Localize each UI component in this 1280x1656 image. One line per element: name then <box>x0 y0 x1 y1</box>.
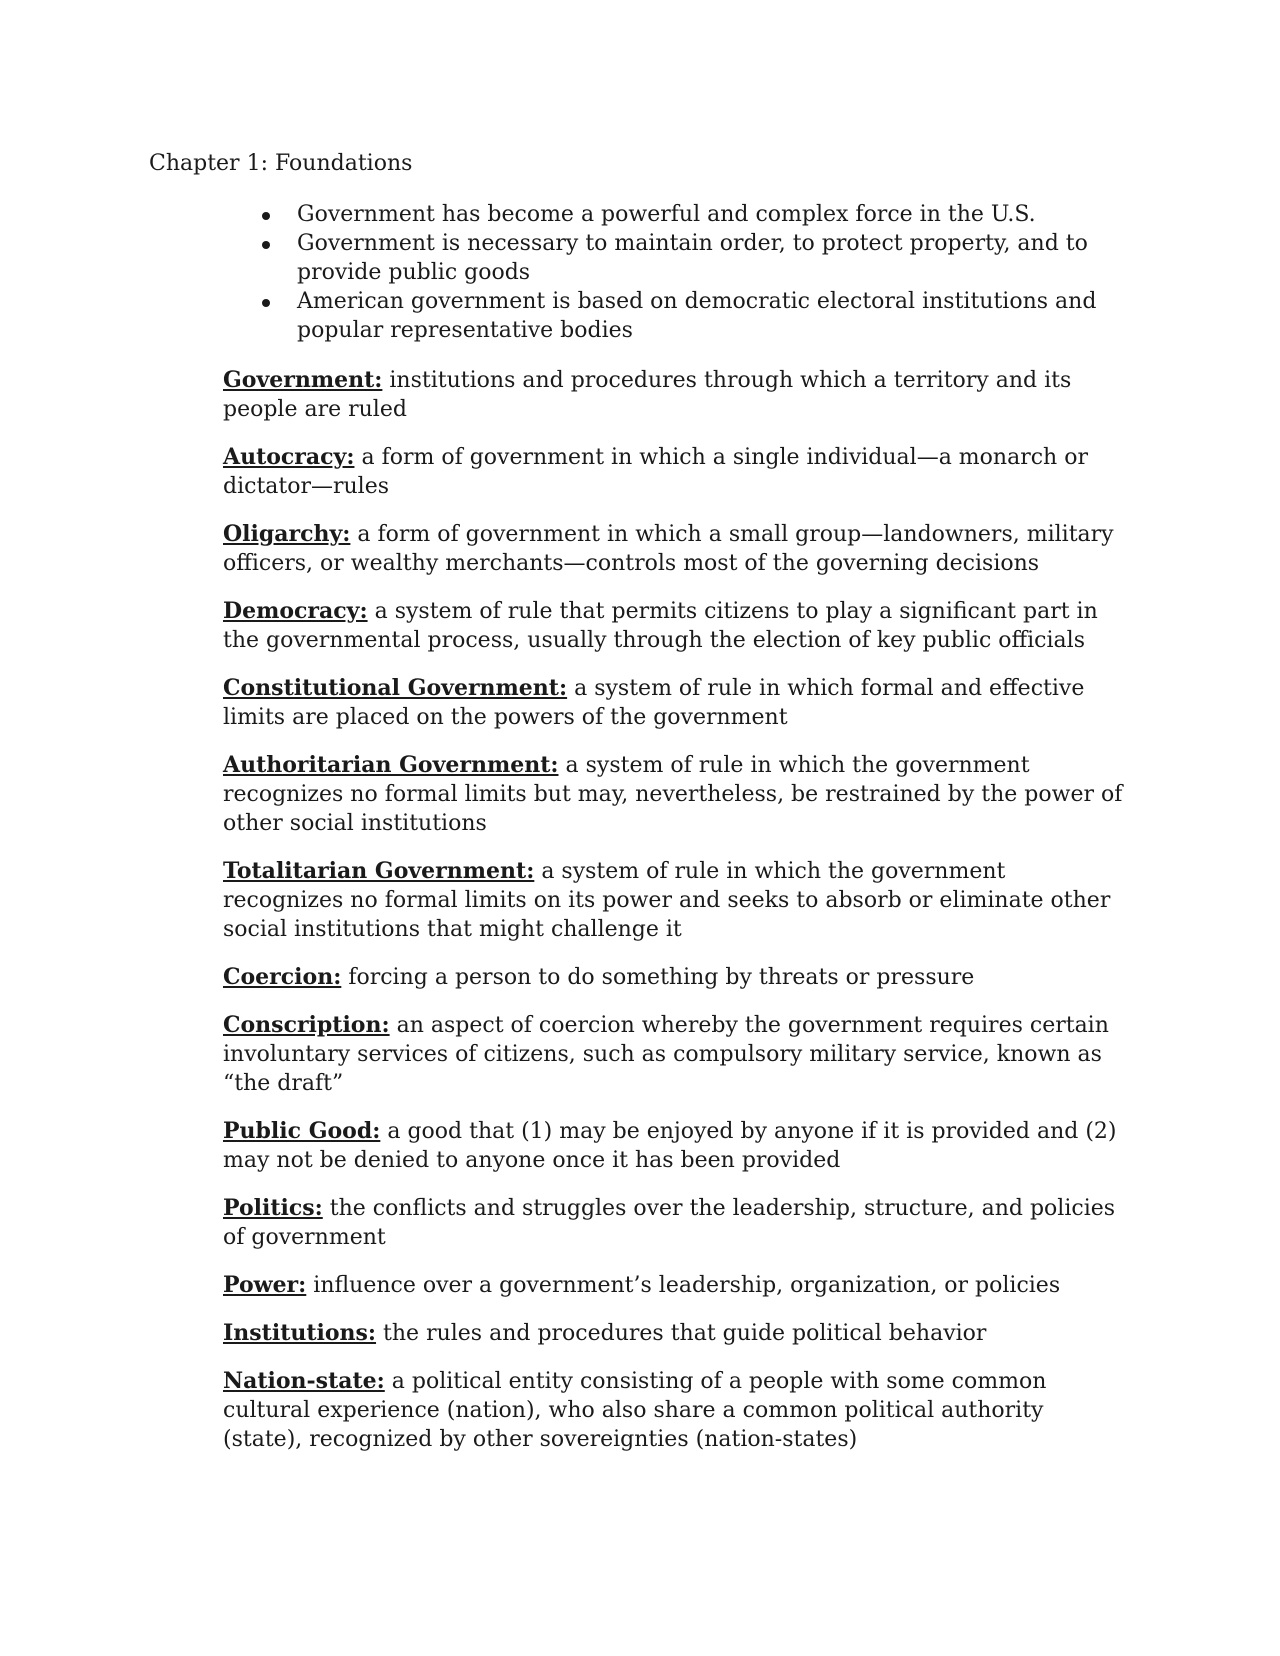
definition-text: a system of rule in which the government recognizes no formal limits but may, nevertheless, be restrained by the power of other social institutions <box>223 753 1123 836</box>
definition-text: a good that (1) may be enjoyed by anyone if it is provided and (2) may not be denied to anyone once it has been provided <box>223 1119 1117 1173</box>
definition-oligarchy <box>223 520 1123 578</box>
definition-nation-state <box>223 1367 1123 1454</box>
definition-text: a political entity consisting of a people with some common cultural experience (nation), who also share a common political authority (state), recognized by other sovereignties (nation-states) <box>223 1369 1047 1452</box>
key-point-item <box>297 200 1117 229</box>
definition-term: Power: <box>223 1272 307 1298</box>
definition-term: Government: <box>223 367 383 393</box>
definition-text: influence over a government’s leadership, organization, or policies <box>313 1273 1061 1298</box>
definition-text: an aspect of coercion whereby the government requires certain involuntary services of citizens, such as compulsory military service, known as “the draft” <box>223 1013 1109 1096</box>
key-point-item <box>297 287 1117 345</box>
chapter-title: Chapter 1: Foundations <box>149 151 413 176</box>
definition-democracy <box>223 597 1123 655</box>
key-point-text: Government has become a powerful and complex force in the U.S. <box>297 202 1036 227</box>
key-point-item <box>297 229 1117 287</box>
definition-term: Institutions: <box>223 1320 377 1346</box>
definitions-list <box>223 366 1123 1473</box>
definition-politics <box>223 1194 1123 1252</box>
definition-term: Totalitarian Government: <box>223 858 535 884</box>
definition-autocracy <box>223 443 1123 501</box>
definition-institutions <box>223 1319 1123 1348</box>
definition-text: the rules and procedures that guide political behavior <box>383 1321 987 1346</box>
bullet-dot-icon <box>262 212 270 220</box>
definition-term: Nation-state: <box>223 1368 385 1394</box>
definition-coercion <box>223 963 1123 992</box>
definition-text: a form of government in which a small group—landowners, military officers, or wealthy merchants—controls most of the governing decisions <box>223 522 1114 576</box>
definition-government <box>223 366 1123 424</box>
definition-conscription <box>223 1011 1123 1098</box>
definition-text: a system of rule that permits citizens to play a significant part in the governmental process, usually through the election of key public officials <box>223 599 1098 653</box>
definition-term: Oligarchy: <box>223 521 351 547</box>
definition-text: institutions and procedures through which a territory and its people are ruled <box>223 368 1072 422</box>
definition-public-good <box>223 1117 1123 1175</box>
definition-constitutional-government <box>223 674 1123 732</box>
definition-term: Constitutional Government: <box>223 675 568 701</box>
definition-text: a form of government in which a single individual—a monarch or dictator—rules <box>223 445 1088 499</box>
key-point-text: Government is necessary to maintain order, to protect property, and to provide public goods <box>297 231 1088 285</box>
definition-totalitarian-government <box>223 857 1123 944</box>
definition-text: a system of rule in which the government recognizes no formal limits on its power and seeks to absorb or eliminate other social institutions that might challenge it <box>223 859 1111 942</box>
key-point-text: American government is based on democratic electoral institutions and popular representative bodies <box>297 289 1097 343</box>
key-points-list <box>297 200 1117 345</box>
definition-term: Conscription: <box>223 1012 390 1038</box>
definition-text: forcing a person to do something by threats or pressure <box>348 965 975 990</box>
definition-text: the conflicts and struggles over the leadership, structure, and policies of government <box>223 1196 1116 1250</box>
bullet-dot-icon <box>262 299 270 307</box>
definition-authoritarian-government <box>223 751 1123 838</box>
bullet-dot-icon <box>262 241 270 249</box>
definition-term: Authoritarian Government: <box>223 752 559 778</box>
definition-term: Public Good: <box>223 1118 381 1144</box>
definition-power <box>223 1271 1123 1300</box>
definition-term: Coercion: <box>223 964 342 990</box>
definition-text: a system of rule in which formal and effective limits are placed on the powers of the government <box>223 676 1085 730</box>
definition-term: Autocracy: <box>223 444 355 470</box>
definition-term: Politics: <box>223 1195 323 1221</box>
definition-term: Democracy: <box>223 598 368 624</box>
